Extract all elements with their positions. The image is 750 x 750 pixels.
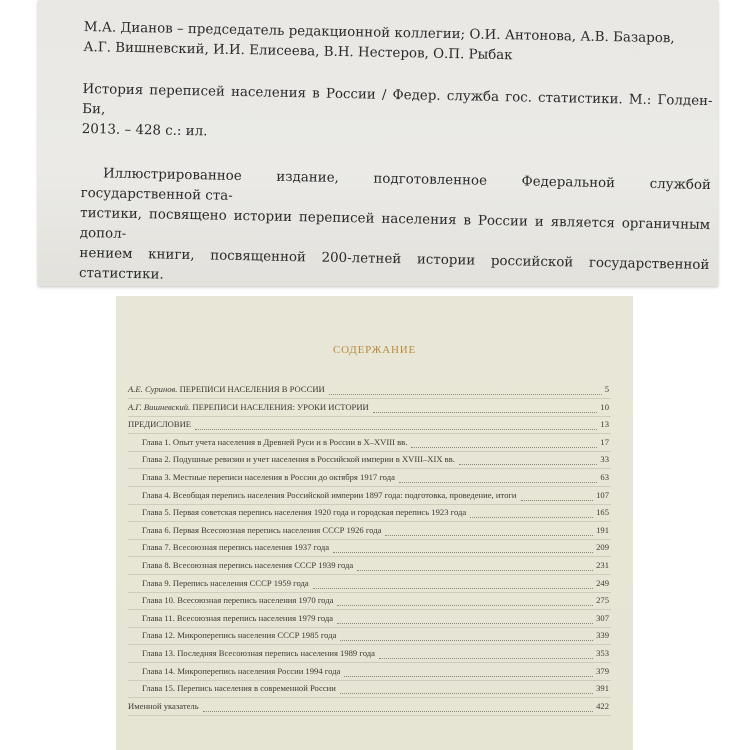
toc-entry-page: 353 bbox=[596, 648, 609, 658]
toc-entry bbox=[116, 630, 633, 644]
toc-entry bbox=[116, 384, 633, 398]
toc-entry-label bbox=[142, 683, 336, 693]
toc-entry-title: Глава 1. Опыт учета населения в Древней Руси и в России в X–XVIII вв. bbox=[142, 436, 408, 447]
toc-entry-label bbox=[142, 595, 333, 605]
toc-dot-leader bbox=[337, 617, 593, 624]
toc-entry-label bbox=[142, 666, 340, 676]
toc-entry-page: 339 bbox=[596, 630, 609, 641]
toc-row-separator bbox=[128, 697, 611, 698]
toc-entry-label bbox=[142, 490, 517, 500]
toc-entry bbox=[116, 507, 633, 521]
toc-entry-title: Глава 12. Микроперепись населения СССР 1985 года bbox=[142, 630, 337, 641]
biblio-line: История переписей населения в России / Федер. служба гос. статистики. М.: Голден-Би, bbox=[82, 81, 713, 118]
toc-entry-title: Глава 6. Первая Всесоюзная перепись населения СССР 1926 года bbox=[142, 524, 382, 535]
toc-dot-leader bbox=[340, 634, 593, 641]
toc-row-separator bbox=[128, 521, 611, 522]
toc-entry-page: 391 bbox=[596, 683, 609, 694]
annotation-paragraph-1 bbox=[79, 164, 711, 286]
toc-row-separator bbox=[128, 680, 611, 681]
toc-row-separator bbox=[128, 592, 611, 593]
toc-entry bbox=[116, 437, 633, 451]
toc-dot-leader bbox=[344, 670, 593, 677]
toc-entry-title: Глава 11. Всесоюзная перепись населения 1979 года bbox=[142, 612, 334, 623]
toc-entry-title: Глава 5. Первая советская перепись населения 1920 года и городская перепись 1923 года bbox=[142, 507, 467, 518]
toc-row-separator bbox=[128, 468, 611, 469]
toc-entry-title: Глава 4. Всеобщая перепись населения Российской империи 1897 года: подготовка, проведение, итоги bbox=[142, 489, 517, 500]
toc-entry-label bbox=[142, 648, 375, 658]
toc-entry bbox=[116, 683, 633, 697]
toc-entry-page: 10 bbox=[600, 401, 609, 412]
toc-entry-title: Глава 15. Перепись населения в современной России bbox=[142, 683, 336, 694]
toc-row-separator bbox=[128, 556, 611, 557]
table-of-contents-page bbox=[116, 296, 633, 750]
toc-dot-leader bbox=[373, 406, 598, 413]
toc-dot-leader bbox=[385, 529, 593, 536]
toc-row-separator bbox=[128, 416, 611, 417]
toc-entry-page: 107 bbox=[596, 489, 609, 500]
toc-row-separator bbox=[128, 715, 611, 716]
toc-entry-label bbox=[142, 507, 466, 517]
toc-entry-title: Глава 13. Последняя Всесоюзная перепись населения 1989 года bbox=[142, 648, 375, 658]
toc-entry-label bbox=[128, 701, 199, 711]
toc-entry bbox=[116, 578, 633, 592]
toc-title: СОДЕРЖАНИЕ bbox=[332, 344, 417, 356]
toc-entry-author: А.Г. Вишневский. bbox=[128, 401, 191, 412]
toc-entry-title: ПРЕДИСЛОВИЕ bbox=[128, 419, 192, 430]
toc-entry-label bbox=[142, 454, 455, 464]
bibliographic-record bbox=[82, 80, 713, 152]
authors-line: А.Г. Вишневский, И.И. Елисеева, В.Н. Нестеров, О.П. Рыбак bbox=[83, 39, 513, 64]
toc-row-separator bbox=[128, 644, 611, 645]
paragraph-line: тистики, посвящено истории переписей населения в России и является органичным допол- bbox=[79, 205, 711, 242]
toc-entry-title: ПЕРЕПИСИ НАСЕЛЕНИЯ В РОССИИ bbox=[179, 384, 325, 394]
toc-row-separator bbox=[128, 609, 611, 610]
toc-entry-page: 5 bbox=[604, 384, 609, 394]
toc-dot-leader bbox=[333, 546, 593, 553]
authors-line: М.А. Дианов – председатель редакционной коллегии; О.И. Антонова, А.В. Базаров, bbox=[83, 19, 675, 47]
toc-row-separator bbox=[128, 662, 611, 663]
toc-entry bbox=[116, 472, 633, 486]
biblio-line: 2013. – 428 с.: ил. bbox=[81, 121, 208, 140]
toc-entry bbox=[116, 560, 633, 574]
toc-dot-leader bbox=[329, 388, 602, 395]
toc-entry-page: 422 bbox=[596, 700, 609, 711]
toc-row-separator bbox=[128, 504, 611, 505]
toc-dot-leader bbox=[521, 494, 594, 501]
toc-entry-title: Глава 14. Микроперепись населения России 1994 года bbox=[142, 665, 341, 676]
toc-dot-leader bbox=[379, 652, 593, 659]
editorial-board bbox=[83, 18, 714, 70]
toc-entry bbox=[116, 525, 633, 539]
toc-dot-leader bbox=[399, 476, 598, 483]
toc-row-separator bbox=[128, 574, 611, 575]
toc-entry-page: 17 bbox=[600, 436, 609, 447]
toc-entry bbox=[116, 666, 633, 680]
toc-entry bbox=[116, 454, 633, 468]
toc-row-separator bbox=[128, 398, 611, 399]
paragraph-line: нением книги, посвященной 200-летней истории российской государственной статистики. bbox=[78, 245, 710, 283]
toc-entry-label bbox=[142, 630, 336, 640]
toc-entry-page: 63 bbox=[600, 472, 609, 482]
toc-entry-page: 231 bbox=[596, 560, 609, 570]
toc-entry-label bbox=[142, 613, 333, 623]
toc-entry-page: 13 bbox=[600, 419, 609, 430]
toc-entry-title: ПЕРЕПИСИ НАСЕЛЕНИЯ: УРОКИ ИСТОРИИ bbox=[192, 401, 369, 412]
toc-entry-label bbox=[142, 578, 309, 588]
toc-dot-leader bbox=[411, 441, 597, 448]
toc-entry-title: Глава 2. Подушные ревизии и учет населения в Российской империи в XVIII–XIX вв. bbox=[142, 454, 455, 465]
toc-entry-page: 379 bbox=[596, 665, 609, 676]
toc-row-separator bbox=[128, 627, 611, 628]
book-page-top bbox=[38, 0, 718, 286]
toc-entry-label bbox=[128, 402, 369, 412]
toc-entry bbox=[116, 419, 633, 433]
toc-row-separator bbox=[128, 486, 611, 487]
toc-dot-leader bbox=[195, 423, 597, 430]
toc-entry-label bbox=[142, 472, 395, 482]
toc-entry bbox=[116, 648, 633, 662]
toc-dot-leader bbox=[470, 511, 593, 518]
toc-entry-title: Глава 7. Всесоюзная перепись населения 1937 года bbox=[142, 542, 330, 553]
toc-entry-page: 275 bbox=[596, 595, 609, 606]
toc-entry bbox=[116, 613, 633, 627]
toc-entry-label bbox=[128, 384, 325, 394]
toc-entry-label bbox=[142, 542, 329, 552]
toc-entry-title: Глава 8. Всесоюзная перепись населения СССР 1939 года bbox=[142, 560, 354, 570]
toc-entry-label bbox=[142, 437, 407, 447]
toc-entry-page: 249 bbox=[596, 577, 609, 588]
toc-dot-leader bbox=[313, 582, 593, 589]
toc-entry bbox=[116, 595, 633, 609]
toc-entry-title: Именной указатель bbox=[128, 700, 199, 711]
toc-entry-page: 165 bbox=[596, 507, 609, 518]
toc-entry-page: 209 bbox=[596, 542, 609, 553]
toc-entry-label bbox=[128, 419, 191, 429]
toc-entry-page: 191 bbox=[596, 524, 609, 535]
toc-entry-author: А.Е. Суринов. bbox=[128, 384, 178, 394]
toc-entry bbox=[116, 402, 633, 416]
toc-entry-page: 33 bbox=[600, 454, 609, 465]
toc-entry-page: 307 bbox=[596, 612, 609, 623]
toc-entry-label bbox=[142, 560, 353, 570]
toc-row-separator bbox=[128, 433, 611, 434]
page-text-block bbox=[75, 18, 713, 286]
toc-dot-leader bbox=[340, 687, 593, 694]
toc-entry bbox=[116, 542, 633, 556]
toc-entry-title: Глава 3. Местные переписи населения в России до октября 1917 года bbox=[142, 472, 395, 482]
toc-dot-leader bbox=[357, 564, 593, 571]
toc-dot-leader bbox=[337, 599, 593, 606]
paragraph-line: Иллюстрированное издание, подготовленное Федеральной службой государственной ста- bbox=[80, 166, 712, 204]
toc-row-separator bbox=[128, 539, 611, 540]
toc-entry-label bbox=[142, 525, 381, 535]
toc-entry-title: Глава 9. Перепись населения СССР 1959 года bbox=[142, 577, 309, 588]
toc-entry-title: Глава 10. Всесоюзная перепись населения 1970 года bbox=[142, 595, 334, 606]
toc-row-separator bbox=[128, 451, 611, 452]
toc-entry bbox=[116, 490, 633, 504]
toc-dot-leader bbox=[459, 458, 597, 465]
toc-dot-leader bbox=[203, 705, 593, 712]
toc-entry bbox=[116, 701, 633, 715]
